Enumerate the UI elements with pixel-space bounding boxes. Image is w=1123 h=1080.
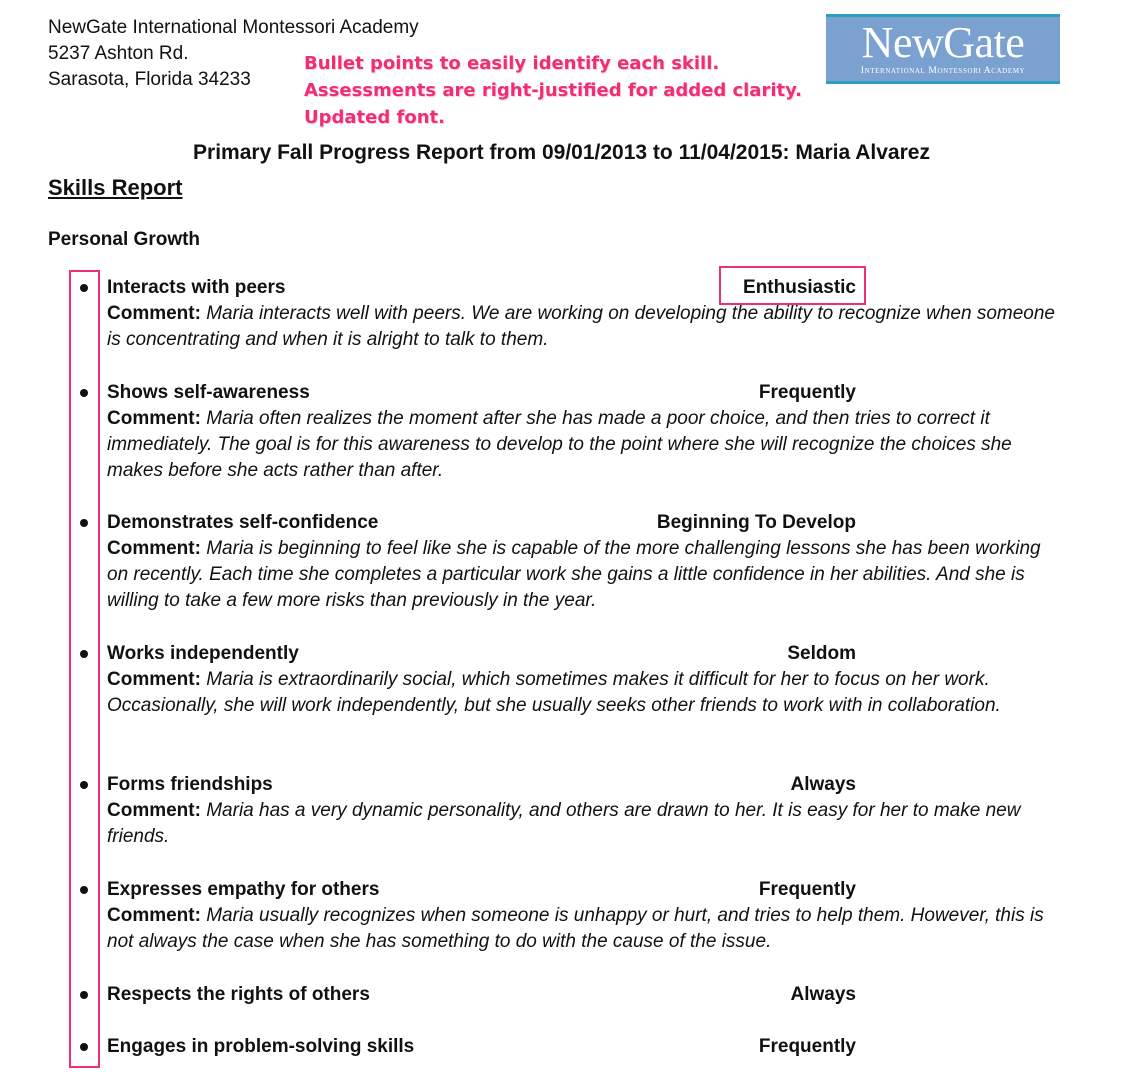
skill-rating: Frequently [758,879,856,900]
report-title: Primary Fall Progress Report from 09/01/2013 to 11/04/2015: Maria Alvarez [193,141,930,164]
skill-comment [107,301,1067,353]
skill-name: Engages in problem-solving skills [107,1036,415,1057]
comment-label: Comment: [107,303,201,324]
skill-name: Forms friendships [107,774,273,795]
comment-text: Maria interacts well with peers. We are working on developing the ability to recognize when someone is concentrating and when it is alright to talk to them. [107,303,1055,351]
annotation-notes [304,50,802,131]
logo-subtitle: International Montessori Academy [860,66,1026,76]
skill-comment [107,536,1067,615]
bullet-highlight-box [69,270,100,1068]
comment-label: Comment: [107,800,201,821]
comment-text: Maria is beginning to feel like she is capable of the more challenging lessons she has been working on recently. Each time she completes a particular work she gains a little confidence in her abilities. And she is willing to take a few more risks than previously in the year. [107,538,1041,612]
city-state-zip: Sarasota, Florida 34233 [48,69,251,90]
skill-rating: Beginning To Develop [656,512,856,533]
comment-label: Comment: [107,905,201,926]
comment-label: Comment: [107,408,201,429]
comment-text: Maria has a very dynamic personality, and others are drawn to her. It is easy for her to make new friends. [107,800,1021,848]
skill-rating: Frequently [758,1036,856,1057]
skill-comment [107,667,1067,719]
skill-comment [107,903,1067,955]
section-title: Skills Report [48,175,183,200]
skill-rating: Seldom [787,643,856,664]
skill-name: Works independently [107,643,299,664]
skill-rating: Enthusiastic [743,277,856,298]
comment-text: Maria often realizes the moment after she has made a poor choice, and then tries to correct it immediately. The goal is for this awareness to develop to the point where she will recognize the choices she makes before she acts rather than after. [107,408,1012,482]
comment-text: Maria usually recognizes when someone is unhappy or hurt, and tries to help them. However, this is not always the case when she has something to do with the cause of the issue. [107,905,1044,953]
skill-name: Shows self-awareness [107,382,310,403]
skill-name: Demonstrates self-confidence [107,512,379,533]
street-address: 5237 Ashton Rd. [48,43,189,64]
comment-text: Maria is extraordinarily social, which sometimes makes it difficult for her to focus on her work. Occasionally, she will work independently, but she usually seeks other friends to work with in collaboration. [107,669,1001,717]
skill-comment [107,406,1067,485]
annotation-note: Bullet points to easily identify each skill. [304,53,720,74]
skill-name: Expresses empathy for others [107,879,380,900]
comment-label: Comment: [107,669,201,690]
skill-comment [107,798,1067,850]
skill-name: Interacts with peers [107,277,286,298]
skill-rating: Always [790,984,856,1005]
comment-label: Comment: [107,538,201,559]
skill-rating: Always [790,774,856,795]
school-logo [826,14,1060,84]
school-name: NewGate International Montessori Academy [48,17,419,38]
annotation-note: Updated font. [304,107,445,128]
skill-rating: Frequently [758,382,856,403]
skill-name: Respects the rights of others [107,984,370,1005]
annotation-note: Assessments are right-justified for added clarity. [304,80,803,101]
rating-highlight-box [719,266,866,305]
group-title: Personal Growth [48,229,201,250]
logo-name: NewGate [861,18,1025,67]
